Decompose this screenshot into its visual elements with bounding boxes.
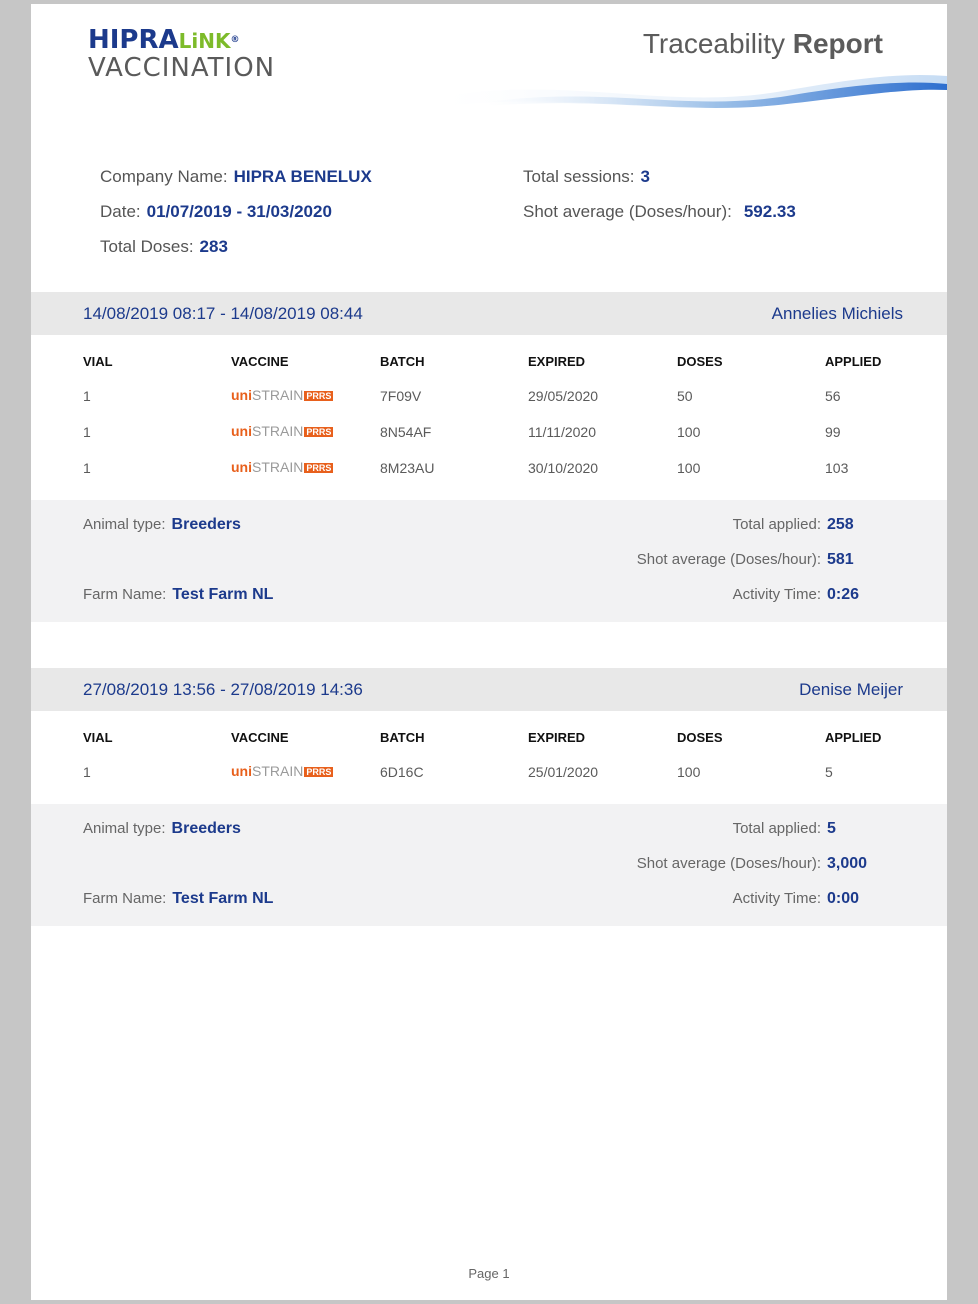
shot-average-value: 581 xyxy=(827,551,854,568)
shot-average-value: 3,000 xyxy=(827,855,868,872)
header-expired: EXPIRED xyxy=(528,730,586,745)
cell-doses: 50 xyxy=(677,388,693,404)
total-sessions-value: 3 xyxy=(640,167,650,186)
hipralink-logo xyxy=(88,26,275,81)
animal-type xyxy=(83,820,241,838)
total-applied-value: 5 xyxy=(827,820,836,837)
animal-type-value: Breeders xyxy=(171,516,241,533)
cell-doses: 100 xyxy=(677,764,701,780)
shot-average-label: Shot average (Doses/hour): xyxy=(636,855,821,872)
summary-total-sessions xyxy=(523,167,650,187)
total-applied-label: Total applied: xyxy=(732,516,821,533)
cell-expired: 25/01/2020 xyxy=(528,764,599,780)
animal-type-label: Animal type: xyxy=(83,820,166,837)
session-date-range: 27/08/2019 13:56 - 27/08/2019 14:36 xyxy=(83,680,363,699)
decorative-wave-graphic xyxy=(447,66,947,114)
session-footer xyxy=(31,500,947,622)
header-expired: EXPIRED xyxy=(528,354,586,369)
cell-vial: 1 xyxy=(83,764,91,780)
cell-batch: 8M23AU xyxy=(380,460,435,476)
header-vial: VIAL xyxy=(83,730,113,745)
activity-time-value: 0:26 xyxy=(827,586,860,603)
header-doses: DOSES xyxy=(677,354,723,369)
farm-name-value: Test Farm NL xyxy=(172,890,274,907)
cell-vial: 1 xyxy=(83,388,91,404)
logo-vaccination-text: VACCINATION xyxy=(88,53,276,83)
cell-vial: 1 xyxy=(83,424,91,440)
header-vial: VIAL xyxy=(83,354,113,369)
farm-name-label: Farm Name: xyxy=(83,890,167,907)
unistrain-prrs-logo: uniSTRAIN PRRS xyxy=(231,763,332,779)
report-title xyxy=(551,28,883,60)
unistrain-prrs-logo: uniSTRAIN PRRS xyxy=(231,387,332,403)
date-value: 01/07/2019 - 31/03/2020 xyxy=(146,202,332,221)
cell-vial: 1 xyxy=(83,460,91,476)
activity-time-label: Activity Time: xyxy=(732,586,821,603)
cell-applied: 103 xyxy=(825,460,849,476)
report-title-bold: Report xyxy=(792,28,883,59)
cell-applied: 56 xyxy=(825,388,841,404)
cell-batch: 7F09V xyxy=(380,388,422,404)
session-date-range: 14/08/2019 08:17 - 14/08/2019 08:44 xyxy=(83,304,363,323)
animal-type xyxy=(83,516,241,534)
farm-name xyxy=(83,586,273,604)
shot-average-label: Shot average (Doses/hour): xyxy=(523,202,732,221)
summary-date xyxy=(100,202,332,222)
farm-name-label: Farm Name: xyxy=(83,586,167,603)
session-header xyxy=(31,292,947,335)
activity-time-value: 0:00 xyxy=(827,890,860,907)
total-doses-label: Total Doses: xyxy=(100,237,194,256)
logo-hipra-text: HIPRA xyxy=(88,25,179,55)
page-number: Page 1 xyxy=(468,1266,510,1281)
unistrain-prrs-logo: uniSTRAIN PRRS xyxy=(231,423,332,439)
report-title-light: Traceability xyxy=(642,28,785,59)
cell-applied: 99 xyxy=(825,424,841,440)
header-doses: DOSES xyxy=(677,730,723,745)
total-doses-value: 283 xyxy=(199,237,228,256)
summary-total-doses xyxy=(100,237,228,257)
shot-average-value: 592.33 xyxy=(743,202,796,221)
total-sessions-label: Total sessions: xyxy=(523,167,635,186)
report-page xyxy=(31,4,947,1300)
cell-doses: 100 xyxy=(677,460,701,476)
unistrain-prrs-logo: uniSTRAIN PRRS xyxy=(231,459,332,475)
cell-applied: 5 xyxy=(825,764,833,780)
company-label: Company Name: xyxy=(100,167,228,186)
header-applied: APPLIED xyxy=(825,730,882,745)
header-vaccine: VACCINE xyxy=(231,730,289,745)
cell-batch: 8N54AF xyxy=(380,424,432,440)
header-batch: BATCH xyxy=(380,730,425,745)
total-applied-label: Total applied: xyxy=(732,820,821,837)
session-operator: Annelies Michiels xyxy=(771,304,903,323)
animal-type-value: Breeders xyxy=(171,820,241,837)
header-batch: BATCH xyxy=(380,354,425,369)
session-header xyxy=(31,668,947,711)
activity-time-label: Activity Time: xyxy=(732,890,821,907)
cell-batch: 6D16C xyxy=(380,764,424,780)
cell-expired: 29/05/2020 xyxy=(528,388,599,404)
session-footer xyxy=(31,804,947,926)
logo-registered-mark: ® xyxy=(230,35,240,45)
date-label: Date: xyxy=(100,202,141,221)
total-applied-value: 258 xyxy=(827,516,854,533)
cell-expired: 30/10/2020 xyxy=(528,460,599,476)
summary-company xyxy=(100,167,372,187)
shot-average-label: Shot average (Doses/hour): xyxy=(636,551,821,568)
animal-type-label: Animal type: xyxy=(83,516,166,533)
summary-shot-average xyxy=(523,202,796,222)
logo-link-text: LiNK xyxy=(178,29,231,53)
cell-doses: 100 xyxy=(677,424,701,440)
company-value: HIPRA BENELUX xyxy=(233,167,372,186)
cell-expired: 11/11/2020 xyxy=(528,424,596,440)
header-applied: APPLIED xyxy=(825,354,882,369)
session-operator: Denise Meijer xyxy=(799,680,903,699)
farm-name xyxy=(83,890,273,908)
header-vaccine: VACCINE xyxy=(231,354,289,369)
farm-name-value: Test Farm NL xyxy=(172,586,274,603)
